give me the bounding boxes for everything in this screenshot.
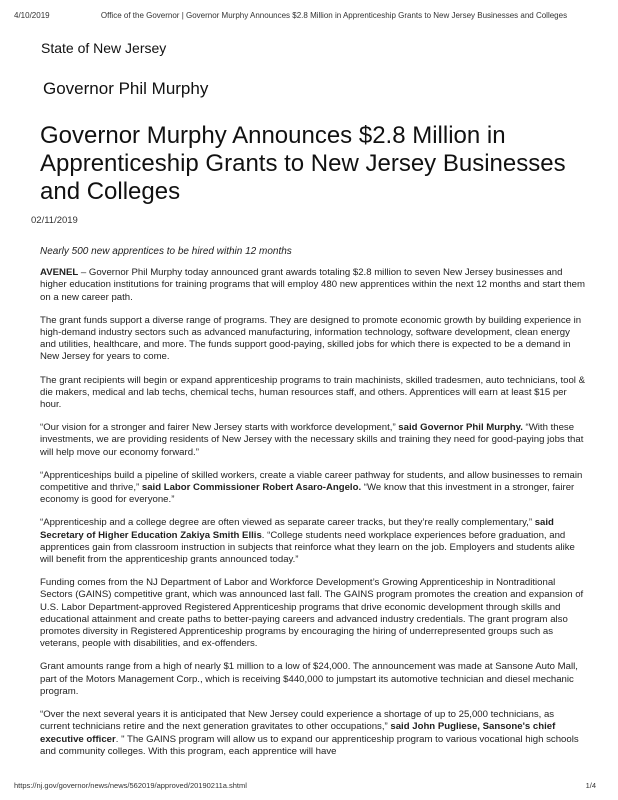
paragraph-1-text: – Governor Phil Murphy today announced grant awards totaling $2.8 million to seven New Jersey businesses and higher education institutions for training programs that will employ 480 new apprentices within the next 12 months and start them on a new career path.	[40, 267, 586, 303]
dateline: AVENEL	[40, 267, 79, 279]
quote-attribution: said Secretary of Higher Education Zakiya Smith Ellis	[40, 517, 554, 541]
quote-text: “Apprenticeship and a college degree are often viewed as separate career tracks, but they’re really complementary,”	[40, 517, 533, 529]
article-subhead: Nearly 500 new apprentices to be hired within 12 months	[40, 246, 292, 257]
paragraph-4	[40, 422, 585, 459]
quote-text: “Our vision for a stronger and fairer New Jersey starts with workforce development,”	[40, 422, 396, 434]
quote-attribution: said Governor Phil Murphy.	[395, 422, 523, 434]
quote-attribution: said Labor Commissioner Robert Asaro-Angelo.	[139, 482, 362, 494]
print-footer	[14, 781, 596, 790]
publish-date: 02/11/2019	[31, 215, 78, 226]
paragraph-5	[40, 470, 585, 507]
paragraph-9	[40, 709, 585, 758]
governor-link[interactable]: Governor Phil Murphy	[43, 79, 209, 98]
paragraph-7: Funding comes from the NJ Department of Labor and Workforce Development’s Growing Apprenticeship in Nontraditional Sectors (GAINS) competitive grant, which was announced last fall. The GAINS program promotes the creation and expansion of U.S. Labor Department-approved Registered Apprenticeship programs that drive economic development through skills and educational attainment and create paths to better-paying careers and advanced industry credentials. The grant program also promotes diversity in Registered Apprenticeship programs by encouraging the hiring of underrepresented groups such as veterans, people with disabilities, and ex-offenders.	[40, 577, 584, 650]
quote-attribution: said John Pugliese, Sansone's chief executive officer	[40, 721, 556, 745]
quote-text: . " The GAINS program will allow us to expand our apprenticeship program to various vocational high schools and community colleges. With this program, each apprentice will have	[40, 733, 579, 757]
paragraph-8: Grant amounts range from a high of nearly $1 million to a low of $24,000. The announcement was made at Sansone Auto Mall, part of the Motors Management Corp., which is receiving $440,000 to jumpstart its automotive technician and diesel mechanic program.	[40, 661, 578, 697]
paragraph-6	[40, 517, 585, 566]
print-header	[14, 11, 604, 20]
quote-text: “Apprenticeships build a pipeline of skilled workers, create a viable career pathway for students, and allow businesses to remain competitive and thrive,”	[40, 469, 583, 494]
quote-text: . “College students need workplace experiences before graduation, and apprentices gain from classroom instruction in subjects that reinforce what they learn on the job. Employers and students alike will benefit from the apprenticeship grants announced today.”	[40, 529, 575, 566]
page-title: Governor Murphy Announces $2.8 Million in Apprenticeship Grants to New Jersey Businesses and Colleges	[40, 122, 566, 205]
quote-text: “We know that this investment in a stronger, fairer economy is good for everyone.”	[40, 482, 575, 506]
page-number: 1/4	[585, 781, 596, 790]
article-body	[40, 246, 585, 769]
quote-text: “With these investments, we are providing residents of New Jersey with the necessary skills and training they need for good-paying jobs that will help move our economy forward.”	[40, 422, 584, 458]
print-date: 4/10/2019	[14, 11, 50, 20]
page-url: https://nj.gov/governor/news/news/562019/approved/20190211a.shtml	[14, 781, 247, 790]
paragraph-3: The grant recipients will begin or expand apprenticeship programs to train machinists, skilled tradesmen, auto technicians, tool & die makers, medical and lab techs, chemical techs, human resources staff, and others. Apprentices will earn at least $15 per hour.	[40, 374, 585, 411]
paragraph-2: The grant funds support a diverse range of programs. They are designed to promote economic growth by building experience in high-demand industry sectors such as advanced manufacturing, information technology, software development, clean energy and utilities, healthcare, and more. The funds support good-paying, skilled jobs for which there is expected to be a demand in New Jersey for years to come.	[40, 314, 582, 363]
quote-text: “Over the next several years it is anticipated that New Jersey could experience a shortage of up to 25,000 technicians, as current technicians retire and the next generation gravitates to other occupations,”	[40, 709, 555, 733]
print-title: Office of the Governor | Governor Murphy Announces $2.8 Million in Apprenticeship Grants to New Jersey Businesses and Colleges	[100, 11, 568, 20]
paragraph-1	[40, 267, 585, 304]
state-link[interactable]: State of New Jersey	[41, 40, 167, 56]
